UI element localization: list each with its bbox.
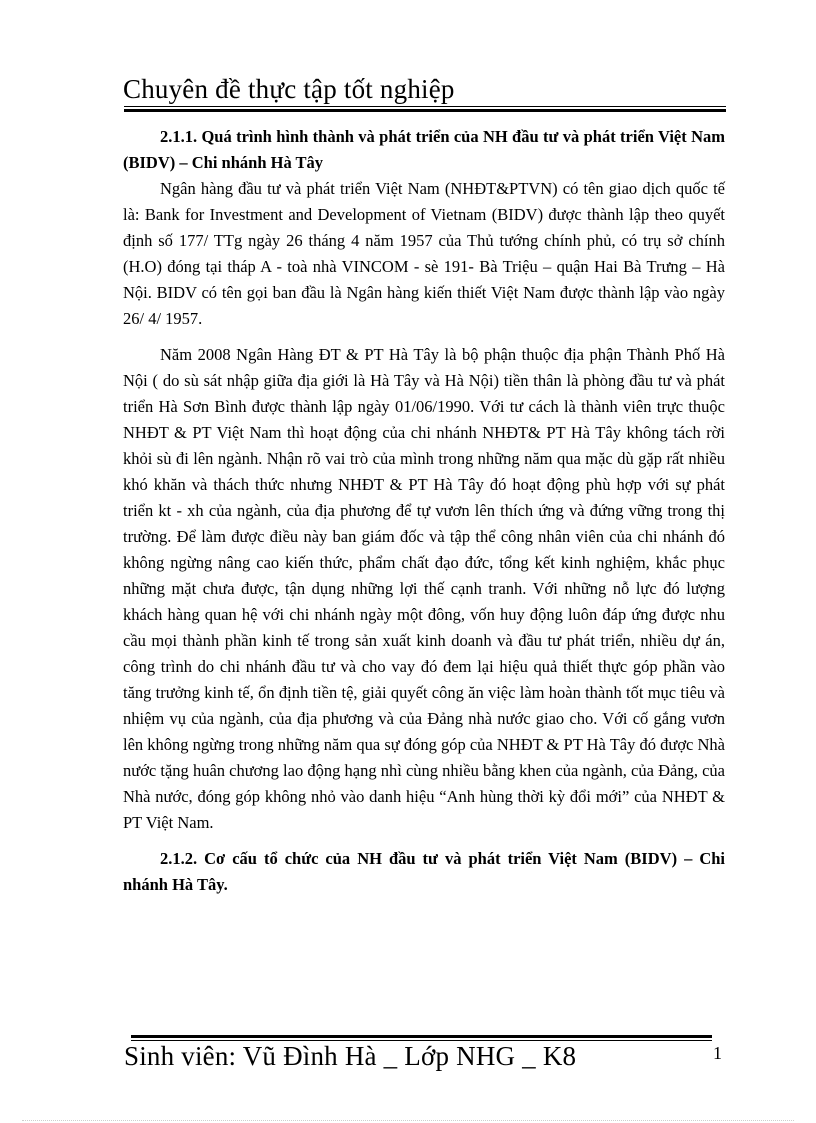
footer-rule-thick (131, 1035, 712, 1038)
body-paragraph-2: Năm 2008 Ngân Hàng ĐT & PT Hà Tây là bộ phận thuộc địa phận Thành Phố Hà Nội ( do sù sát nhập giữa địa giới là Hà Tây và Hà Nội) tiền thân là phòng đầu tư và phát triển Hà Sơn Bình được thành lập ngày 01/06/1990. Với tư cách là thành viên trực thuộc NHĐT & PT Việt Nam thì hoạt động của chi nhánh NHĐT& PT Hà Tây không tách rời khỏi sù đi lên ngành. Nhận rõ vai trò của mình trong những năm qua mặc dù gặp rất nhiều khó khăn và thách thức nhưng NHĐT & PT Hà Tây đó hoạt động phù hợp với sự phát triển kt - xh của ngành, của địa phương để tự vươn lên thích ứng và đứng vững trong thị trường. Để làm được điều này ban giám đốc và tập thể công nhân viên của chi nhánh đó không ngừng nâng cao kiến thức, phẩm chất đạo đức, tổng kết kinh nghiệm, khắc phục những mặt chưa được, tận dụng những lợi thế cạnh tranh. Với những nỗ lực đó lượng khách hàng quan hệ với chi nhánh ngày một đông, vốn huy động luôn đáp ứng được nhu cầu mọi thành phần kinh tế trong sản xuất kinh doanh và đầu tư phát triển, nhiều dự án, công trình do chi nhánh đầu tư và cho vay đó đem lại hiệu quả thiết thực góp phần vào tăng trưởng kinh tế, ổn định tiền tệ, giải quyết công ăn việc làm hoàn thành tốt mục tiêu và nhiệm vụ của ngành, của địa phương và của Đảng nhà nước giao cho. Với cố gắng vươn lên không ngừng trong những năm qua sự đóng góp của NHĐT & PT Hà Tây đó được Nhà nước tặng huân chương lao động hạng nhì cùng nhiều bằng khen của ngành, của Đảng, của Nhà nước, đóng góp không nhỏ vào danh hiệu “Anh hùng thời kỳ đổi mới” của NHĐT & PT Việt Nam. (123, 345, 725, 832)
page-edge-divider (22, 1120, 794, 1121)
page-number: 1 (713, 1043, 722, 1063)
section-heading-2-1-2: 2.1.2. Cơ cấu tổ chức của NH đầu tư và phát triển Việt Nam (BIDV) – Chi nhánh Hà Tây. (123, 849, 725, 894)
header-rule-thin (124, 106, 726, 107)
document-header-title: Chuyên đề thực tập tốt nghiệp (123, 74, 455, 104)
header-rule-thick (124, 109, 726, 112)
section-heading-2-1-1: 2.1.1. Quá trình hình thành và phát triển của NH đầu tư và phát triển Việt Nam (BIDV) – Chi nhánh Hà Tây (123, 127, 725, 172)
footer-author: Sinh viên: Vũ Đình Hà _ Lớp NHG _ K8 (124, 1041, 577, 1071)
document-body (123, 124, 725, 898)
body-paragraph-1: Ngân hàng đầu tư và phát triển Việt Nam (NHĐT&PTVN) có tên giao dịch quốc tế là: Bank for Investment and Development of Vietnam (BIDV) được thành lập theo quyết định số 177/ TTg ngày 26 tháng 4 năm 1957 của Thủ tướng chính phủ, có trụ sở chính (H.O) đóng tại tháp A - toà nhà VINCOM - sè 191- Bà Triệu – quận Hai Bà Trưng – Hà Nội. BIDV có tên gọi ban đầu là Ngân hàng kiến thiết Việt Nam được thành lập vào ngày 26/ 4/ 1957. (123, 179, 725, 328)
